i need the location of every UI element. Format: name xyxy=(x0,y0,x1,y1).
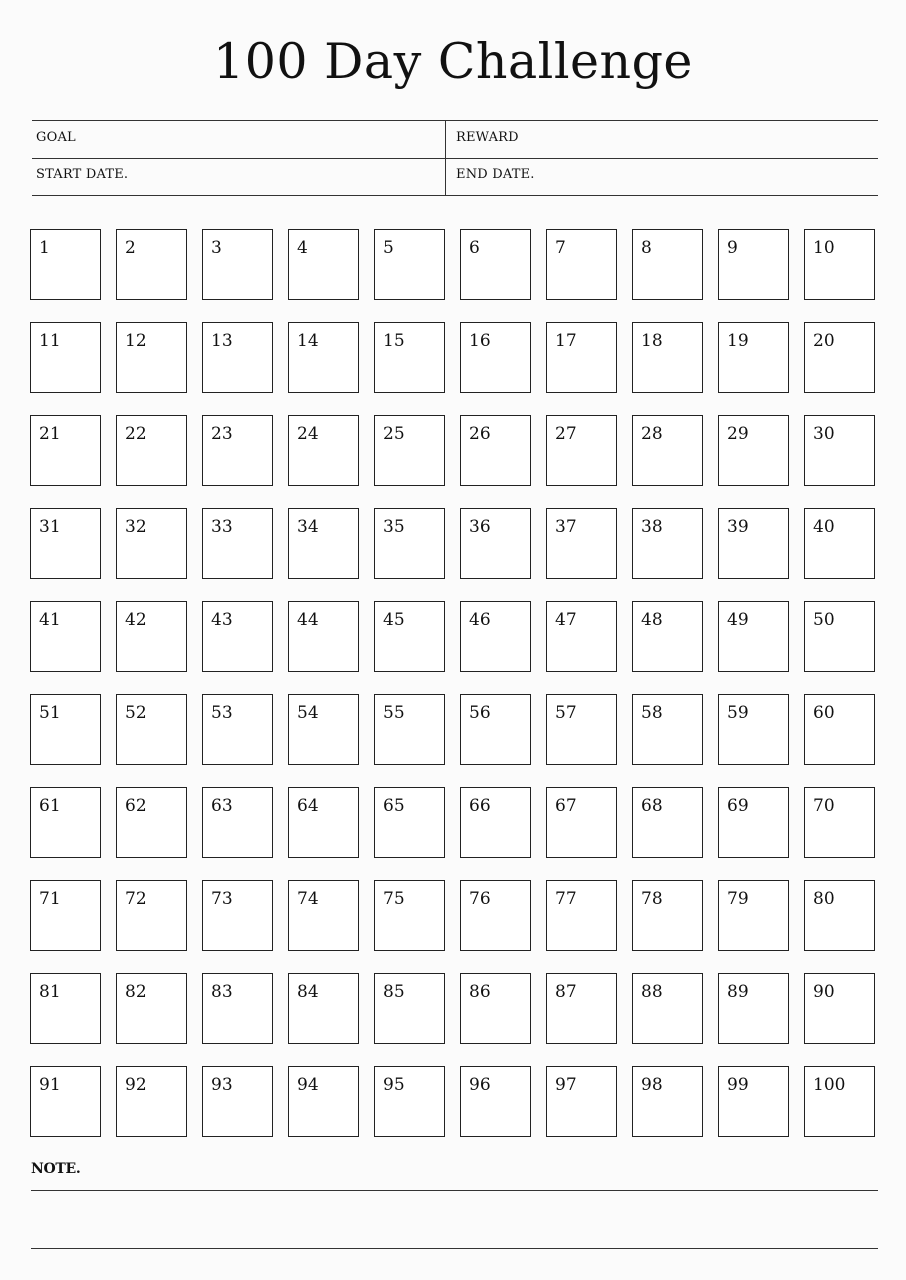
day-box[interactable] xyxy=(30,787,101,858)
day-box[interactable] xyxy=(202,601,273,672)
day-number: 25 xyxy=(383,424,405,444)
day-number: 9 xyxy=(727,238,738,258)
day-number: 90 xyxy=(813,982,835,1002)
day-box[interactable] xyxy=(202,508,273,579)
note-label: NOTE. xyxy=(31,1161,81,1177)
day-box[interactable] xyxy=(804,694,875,765)
day-box[interactable] xyxy=(460,880,531,951)
day-box[interactable] xyxy=(30,1066,101,1137)
day-box[interactable] xyxy=(288,322,359,393)
day-box[interactable] xyxy=(632,694,703,765)
day-number: 40 xyxy=(813,517,835,537)
day-box[interactable] xyxy=(718,601,789,672)
day-number: 75 xyxy=(383,889,405,909)
day-number: 12 xyxy=(125,331,147,351)
day-number: 49 xyxy=(727,610,749,630)
day-box[interactable] xyxy=(804,601,875,672)
goal-field[interactable] xyxy=(32,121,446,158)
note-line[interactable] xyxy=(31,1248,878,1249)
day-number: 45 xyxy=(383,610,405,630)
goal-label: GOAL xyxy=(36,130,76,145)
day-box[interactable] xyxy=(460,508,531,579)
day-box[interactable] xyxy=(374,415,445,486)
day-number: 18 xyxy=(641,331,663,351)
day-box[interactable] xyxy=(546,1066,617,1137)
day-number: 92 xyxy=(125,1075,147,1095)
info-row-goal-reward xyxy=(32,121,878,159)
day-box[interactable] xyxy=(460,787,531,858)
day-box[interactable] xyxy=(30,415,101,486)
day-box[interactable] xyxy=(632,508,703,579)
day-number: 78 xyxy=(641,889,663,909)
day-box[interactable] xyxy=(202,322,273,393)
day-box[interactable] xyxy=(460,973,531,1044)
day-number: 61 xyxy=(39,796,61,816)
day-box[interactable] xyxy=(30,229,101,300)
day-box[interactable] xyxy=(632,322,703,393)
day-number: 84 xyxy=(297,982,319,1002)
day-number: 7 xyxy=(555,238,566,258)
day-number: 91 xyxy=(39,1075,61,1095)
day-box[interactable] xyxy=(632,880,703,951)
day-box[interactable] xyxy=(116,694,187,765)
day-number: 15 xyxy=(383,331,405,351)
day-number: 94 xyxy=(297,1075,319,1095)
day-box[interactable] xyxy=(718,229,789,300)
day-number: 46 xyxy=(469,610,491,630)
info-row-dates xyxy=(32,158,878,195)
day-number: 48 xyxy=(641,610,663,630)
day-box[interactable] xyxy=(116,229,187,300)
day-number: 97 xyxy=(555,1075,577,1095)
day-box[interactable] xyxy=(546,601,617,672)
start-date-field[interactable] xyxy=(32,158,446,195)
day-box[interactable] xyxy=(546,973,617,1044)
day-box[interactable] xyxy=(804,322,875,393)
day-number: 22 xyxy=(125,424,147,444)
day-box[interactable] xyxy=(546,229,617,300)
day-box[interactable] xyxy=(116,973,187,1044)
day-number: 44 xyxy=(297,610,319,630)
day-box[interactable] xyxy=(288,880,359,951)
day-box[interactable] xyxy=(804,508,875,579)
day-box[interactable] xyxy=(374,601,445,672)
reward-field[interactable] xyxy=(446,121,878,158)
day-box[interactable] xyxy=(460,322,531,393)
day-number: 26 xyxy=(469,424,491,444)
day-number: 34 xyxy=(297,517,319,537)
day-number: 100 xyxy=(813,1075,846,1095)
day-box[interactable] xyxy=(374,787,445,858)
day-number: 59 xyxy=(727,703,749,723)
day-number: 16 xyxy=(469,331,491,351)
day-number: 64 xyxy=(297,796,319,816)
day-box[interactable] xyxy=(374,229,445,300)
day-number: 68 xyxy=(641,796,663,816)
day-number: 54 xyxy=(297,703,319,723)
day-number: 98 xyxy=(641,1075,663,1095)
day-number: 47 xyxy=(555,610,577,630)
day-box[interactable] xyxy=(30,880,101,951)
day-box[interactable] xyxy=(718,1066,789,1137)
day-box[interactable] xyxy=(546,415,617,486)
day-number: 36 xyxy=(469,517,491,537)
day-number: 93 xyxy=(211,1075,233,1095)
day-number: 17 xyxy=(555,331,577,351)
end-date-field[interactable] xyxy=(446,158,878,195)
day-box[interactable] xyxy=(30,322,101,393)
end-date-label: END DATE. xyxy=(456,167,535,182)
day-number: 31 xyxy=(39,517,61,537)
day-box[interactable] xyxy=(288,415,359,486)
page-title: 100 Day Challenge xyxy=(213,33,693,90)
day-number: 39 xyxy=(727,517,749,537)
day-box[interactable] xyxy=(460,1066,531,1137)
day-number: 69 xyxy=(727,796,749,816)
day-number: 81 xyxy=(39,982,61,1002)
day-number: 32 xyxy=(125,517,147,537)
day-number: 71 xyxy=(39,889,61,909)
day-box[interactable] xyxy=(374,322,445,393)
day-box[interactable] xyxy=(374,880,445,951)
day-number: 89 xyxy=(727,982,749,1002)
day-box[interactable] xyxy=(718,415,789,486)
day-box[interactable] xyxy=(202,415,273,486)
day-number: 35 xyxy=(383,517,405,537)
day-number: 83 xyxy=(211,982,233,1002)
day-number: 70 xyxy=(813,796,835,816)
day-number: 2 xyxy=(125,238,136,258)
reward-label: REWARD xyxy=(456,130,519,145)
day-box[interactable] xyxy=(546,508,617,579)
day-number: 52 xyxy=(125,703,147,723)
day-number: 27 xyxy=(555,424,577,444)
day-number: 50 xyxy=(813,610,835,630)
day-number: 86 xyxy=(469,982,491,1002)
day-box[interactable] xyxy=(804,1066,875,1137)
day-box[interactable] xyxy=(202,229,273,300)
day-box[interactable] xyxy=(374,508,445,579)
day-box[interactable] xyxy=(30,508,101,579)
day-box[interactable] xyxy=(460,415,531,486)
day-box[interactable] xyxy=(202,694,273,765)
day-number: 79 xyxy=(727,889,749,909)
day-number: 41 xyxy=(39,610,61,630)
day-number: 72 xyxy=(125,889,147,909)
day-number: 1 xyxy=(39,238,50,258)
day-number: 19 xyxy=(727,331,749,351)
day-number: 28 xyxy=(641,424,663,444)
day-number: 11 xyxy=(39,331,61,351)
day-box[interactable] xyxy=(718,694,789,765)
day-box[interactable] xyxy=(804,880,875,951)
day-box[interactable] xyxy=(202,787,273,858)
day-number: 21 xyxy=(39,424,61,444)
day-number: 65 xyxy=(383,796,405,816)
day-box[interactable] xyxy=(632,1066,703,1137)
day-box[interactable] xyxy=(288,508,359,579)
day-number: 51 xyxy=(39,703,61,723)
day-number: 53 xyxy=(211,703,233,723)
day-box[interactable] xyxy=(288,973,359,1044)
day-box[interactable] xyxy=(718,787,789,858)
day-number: 99 xyxy=(727,1075,749,1095)
day-box[interactable] xyxy=(804,415,875,486)
day-number: 8 xyxy=(641,238,652,258)
day-number: 63 xyxy=(211,796,233,816)
day-box[interactable] xyxy=(30,973,101,1044)
info-table xyxy=(32,120,878,196)
day-box[interactable] xyxy=(546,787,617,858)
day-box[interactable] xyxy=(546,694,617,765)
day-box[interactable] xyxy=(804,229,875,300)
day-box[interactable] xyxy=(288,787,359,858)
day-box[interactable] xyxy=(632,229,703,300)
day-box[interactable] xyxy=(632,601,703,672)
day-number: 85 xyxy=(383,982,405,1002)
day-number: 55 xyxy=(383,703,405,723)
day-number: 96 xyxy=(469,1075,491,1095)
day-number: 43 xyxy=(211,610,233,630)
day-box[interactable] xyxy=(804,787,875,858)
day-box[interactable] xyxy=(632,415,703,486)
day-number: 77 xyxy=(555,889,577,909)
day-box[interactable] xyxy=(202,1066,273,1137)
day-number: 10 xyxy=(813,238,835,258)
day-box[interactable] xyxy=(804,973,875,1044)
day-number: 20 xyxy=(813,331,835,351)
day-box[interactable] xyxy=(116,508,187,579)
day-grid xyxy=(30,229,876,1135)
day-number: 88 xyxy=(641,982,663,1002)
day-box[interactable] xyxy=(374,694,445,765)
day-box[interactable] xyxy=(632,787,703,858)
day-number: 62 xyxy=(125,796,147,816)
day-box[interactable] xyxy=(288,601,359,672)
day-box[interactable] xyxy=(116,787,187,858)
day-number: 80 xyxy=(813,889,835,909)
day-box[interactable] xyxy=(374,973,445,1044)
day-box[interactable] xyxy=(718,973,789,1044)
day-number: 42 xyxy=(125,610,147,630)
day-box[interactable] xyxy=(116,1066,187,1137)
day-number: 13 xyxy=(211,331,233,351)
day-number: 74 xyxy=(297,889,319,909)
day-box[interactable] xyxy=(116,601,187,672)
day-number: 58 xyxy=(641,703,663,723)
day-number: 5 xyxy=(383,238,394,258)
day-number: 3 xyxy=(211,238,222,258)
day-box[interactable] xyxy=(288,1066,359,1137)
day-number: 73 xyxy=(211,889,233,909)
day-box[interactable] xyxy=(202,973,273,1044)
day-box[interactable] xyxy=(202,880,273,951)
day-box[interactable] xyxy=(288,694,359,765)
day-number: 14 xyxy=(297,331,319,351)
day-box[interactable] xyxy=(30,601,101,672)
start-date-label: START DATE. xyxy=(36,167,129,182)
day-number: 95 xyxy=(383,1075,405,1095)
day-box[interactable] xyxy=(288,229,359,300)
day-box[interactable] xyxy=(460,601,531,672)
day-number: 82 xyxy=(125,982,147,1002)
day-number: 56 xyxy=(469,703,491,723)
day-number: 66 xyxy=(469,796,491,816)
day-number: 76 xyxy=(469,889,491,909)
day-number: 87 xyxy=(555,982,577,1002)
day-number: 29 xyxy=(727,424,749,444)
day-number: 60 xyxy=(813,703,835,723)
day-box[interactable] xyxy=(718,880,789,951)
day-box[interactable] xyxy=(116,415,187,486)
day-box[interactable] xyxy=(460,229,531,300)
day-number: 57 xyxy=(555,703,577,723)
day-number: 33 xyxy=(211,517,233,537)
day-box[interactable] xyxy=(546,322,617,393)
day-number: 30 xyxy=(813,424,835,444)
day-number: 67 xyxy=(555,796,577,816)
day-box[interactable] xyxy=(116,322,187,393)
day-box[interactable] xyxy=(546,880,617,951)
day-box[interactable] xyxy=(30,694,101,765)
day-number: 37 xyxy=(555,517,577,537)
day-box[interactable] xyxy=(718,508,789,579)
day-number: 23 xyxy=(211,424,233,444)
day-box[interactable] xyxy=(632,973,703,1044)
day-number: 6 xyxy=(469,238,480,258)
day-number: 4 xyxy=(297,238,308,258)
day-box[interactable] xyxy=(460,694,531,765)
day-box[interactable] xyxy=(116,880,187,951)
day-box[interactable] xyxy=(718,322,789,393)
day-number: 24 xyxy=(297,424,319,444)
day-number: 38 xyxy=(641,517,663,537)
note-line[interactable] xyxy=(31,1190,878,1191)
day-box[interactable] xyxy=(374,1066,445,1137)
